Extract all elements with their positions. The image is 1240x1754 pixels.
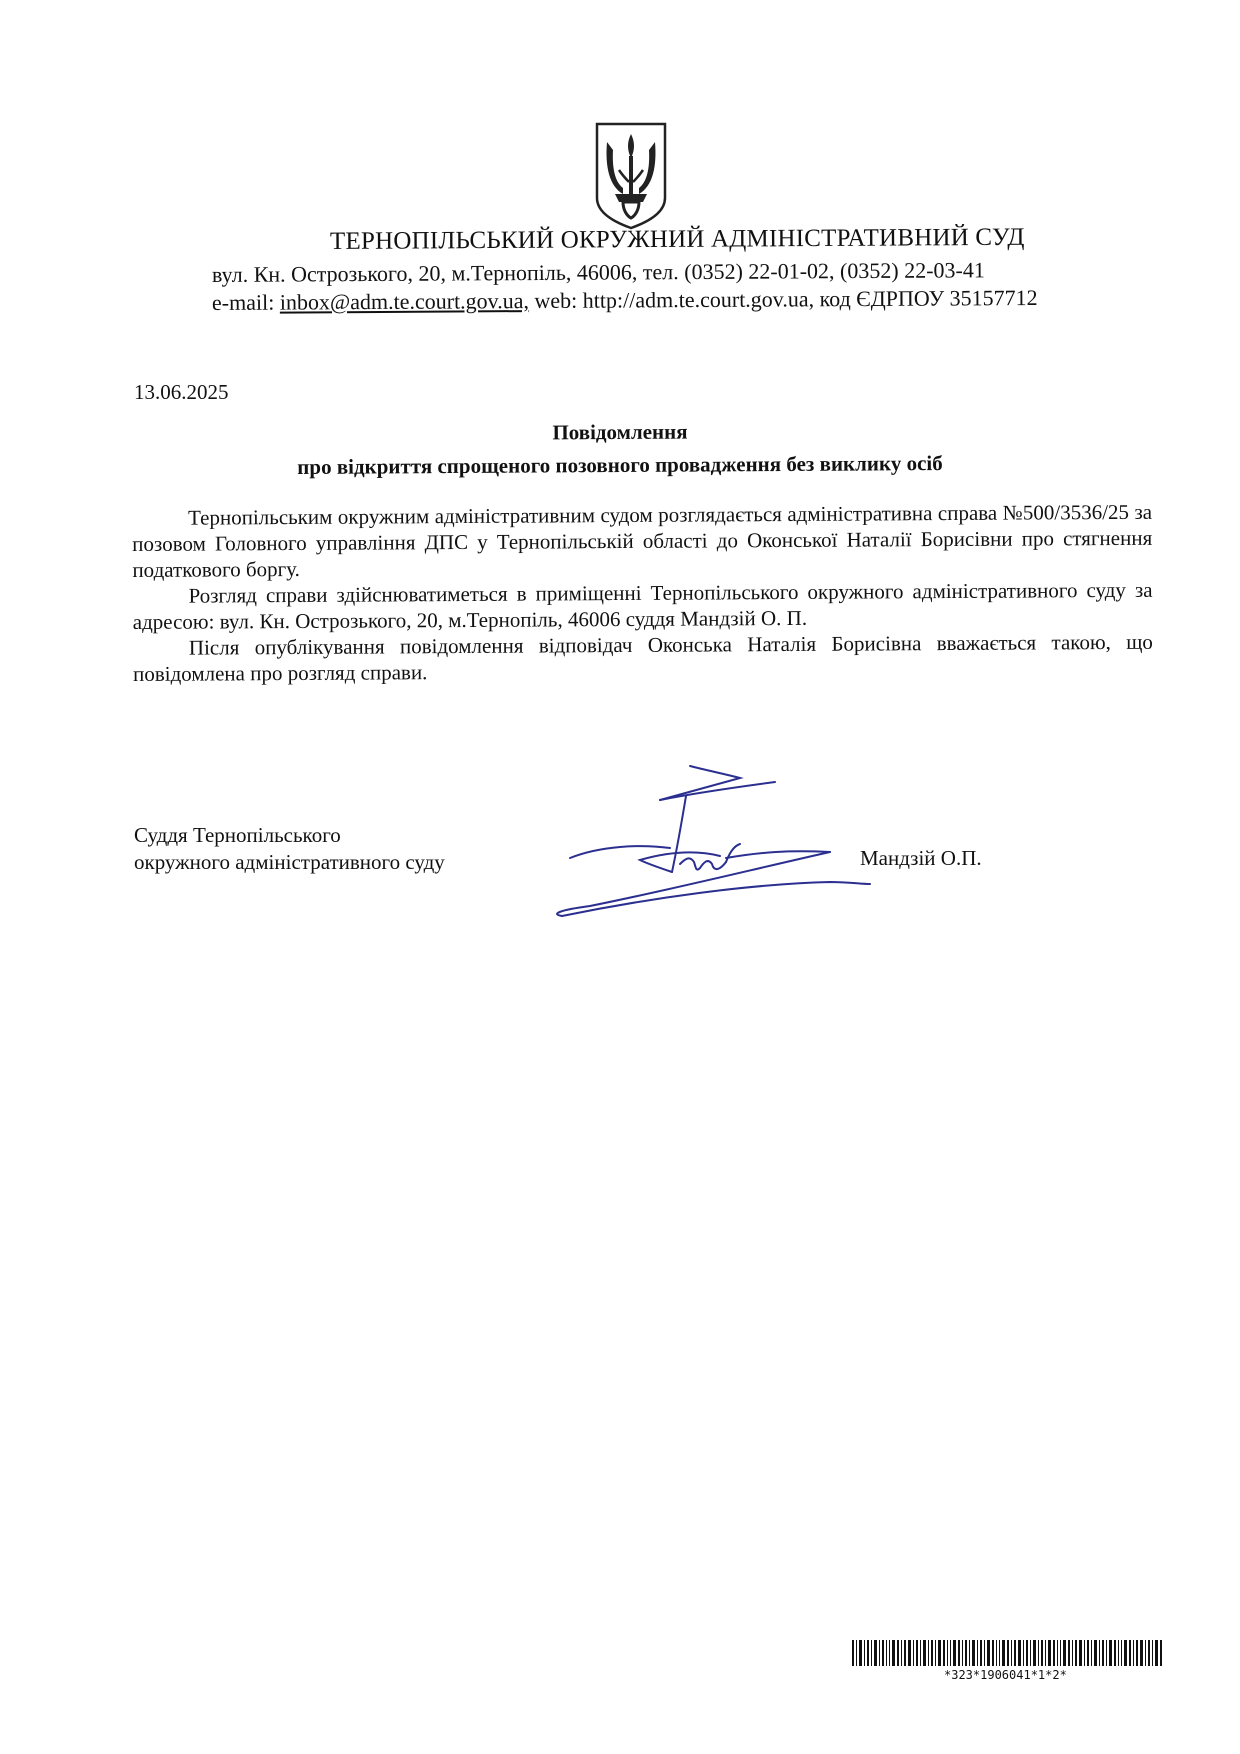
barcode-graphic — [852, 1640, 1164, 1666]
signer-position-line: Суддя Тернопільського — [134, 823, 341, 847]
email-prefix: e-mail: — [211, 289, 280, 315]
barcode-number: *323*1906041*1*2* — [944, 1668, 1067, 1682]
body-paragraph: Тернопільським окружним адміністративним судом розглядається адміністративна справа №500/3536/25 за позовом Головного управління ДПС у Тернопільській області до Оконської Наталії Борисівни про стягнення податкового боргу. — [132, 499, 1153, 582]
document-body — [132, 499, 1153, 687]
body-paragraph: Після опублікування повідомлення відповідач Оконська Наталія Борисівна вважається такою, що повідомлена про розгляд справи. — [132, 629, 1153, 686]
body-paragraph: Розгляд справи здійснюватиметься в приміщенні Тернопільського окружного адміністративного суду за адресою: вул. Кн. Острозького, 20, м.Тернопіль, 46006 суддя Мандзій О. П. — [132, 577, 1153, 634]
court-address: вул. Кн. Острозького, 20, м.Тернопіль, 46006, тел. (0352) 22-01-02, (0352) 22-03-41 — [211, 257, 985, 287]
court-name: ТЕРНОПІЛЬСЬКИЙ ОКРУЖНИЙ АДМІНІСТРАТИВНИЙ СУД — [329, 223, 1025, 255]
signer-name: Мандзій О.П. — [860, 846, 982, 870]
document-date: 13.06.2025 — [134, 380, 229, 404]
court-email-link[interactable]: inbox@adm.te.court.gov.ua, — [279, 288, 530, 315]
signer-position-line: окружного адміністративного суду — [134, 850, 445, 874]
document-subtitle: про відкриття спрощеного позовного провадження без виклику осіб — [297, 451, 943, 479]
web-and-code: web: http://adm.te.court.gov.ua, код ЄДРПОУ 35157712 — [528, 284, 1038, 314]
tryzub-emblem-icon — [593, 120, 669, 232]
signer-position — [134, 822, 445, 876]
document-title: Повідомлення — [552, 419, 688, 445]
court-contacts — [212, 285, 1038, 316]
